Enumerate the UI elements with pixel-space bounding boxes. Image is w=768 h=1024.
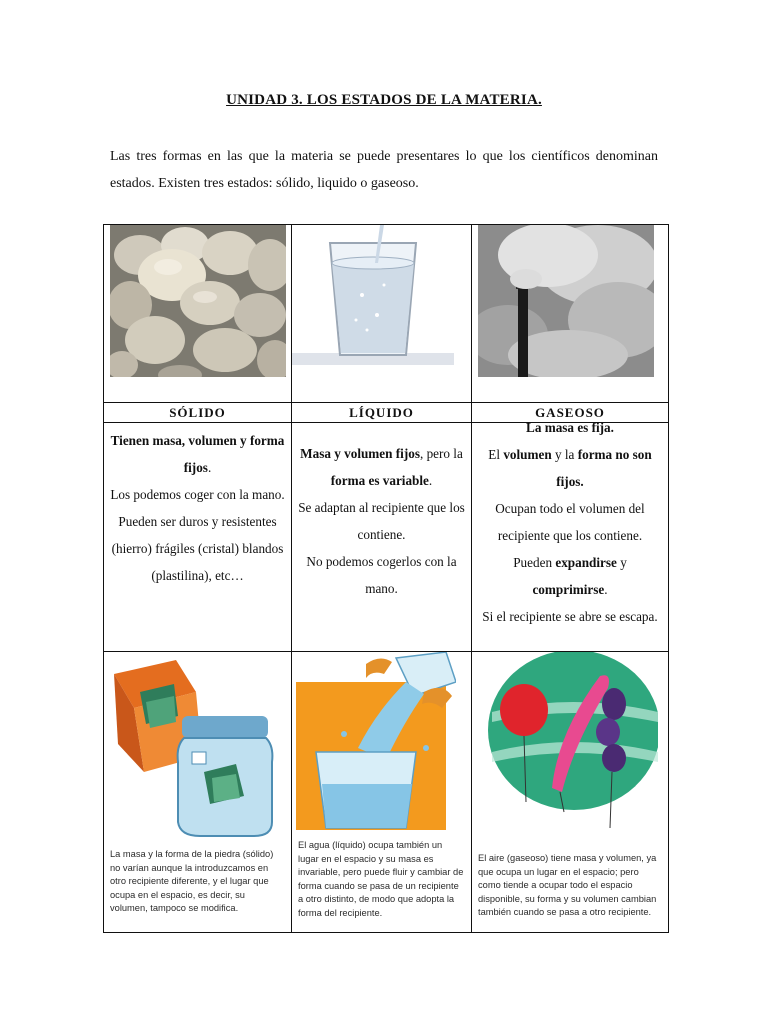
solid-description bbox=[104, 423, 292, 652]
gas-desc-b-t2: y la bbox=[551, 447, 578, 462]
states-table bbox=[103, 224, 669, 933]
gas-desc-c: Ocupan todo el volumen del recipiente que los contiene. bbox=[495, 501, 645, 543]
gas-photo-cell bbox=[472, 225, 669, 403]
gas-desc-b-t1: El bbox=[488, 447, 504, 462]
liquid-description bbox=[292, 423, 472, 652]
header-solid: SÓLIDO bbox=[104, 403, 292, 423]
gas-desc-b-b2: forma no son fijos. bbox=[556, 447, 652, 489]
liquid-desc-text1: , pero la bbox=[419, 446, 463, 461]
stones-photo-icon bbox=[110, 225, 286, 377]
intro-paragraph: Las tres formas en las que la materia se puede presentares lo que los científicos denominan estados. Existen tres estados: sólido, liquido o gaseoso. bbox=[110, 149, 658, 191]
header-gas: GASEOSO bbox=[472, 403, 669, 423]
gas-description bbox=[472, 420, 669, 652]
liquid-desc-bold1: Masa y volumen fijos bbox=[300, 446, 420, 461]
liquid-photo-cell bbox=[292, 225, 472, 403]
solid-box-jar-illustration-icon bbox=[104, 652, 290, 842]
solid-desc-line2: Los podemos coger con la mano. bbox=[110, 487, 285, 502]
liquid-illustration-cell bbox=[292, 652, 472, 933]
gas-desc-b-b1: volumen bbox=[503, 447, 552, 462]
header-liquid: LÍQUIDO bbox=[292, 403, 472, 423]
solid-desc-punct: . bbox=[207, 460, 212, 475]
gas-caption: El aire (gaseoso) tiene masa y volumen, ya que ocupa un lugar en el espacio; pero como tiende a ocupar todo el espacio disponible, su forma y su volumen cambian también cuando se pasa a otro recipiente. bbox=[478, 853, 657, 917]
pouring-water-illustration-icon bbox=[296, 652, 456, 834]
gas-illustration-cell bbox=[472, 652, 669, 933]
liquid-desc-line3: No podemos cogerlos con la mano. bbox=[306, 554, 457, 596]
liquid-desc-line2: Se adaptan al recipiente que los contiene. bbox=[298, 500, 465, 542]
gas-desc-d-t2: y bbox=[616, 555, 627, 570]
gas-desc-d-b2: comprimirse bbox=[532, 582, 605, 597]
gas-desc-bold-a: La masa es fija. bbox=[526, 420, 614, 435]
chimney-smoke-photo-icon bbox=[478, 225, 654, 377]
gas-desc-e: Si el recipiente se abre se escapa. bbox=[482, 609, 658, 624]
liquid-desc-punct: . bbox=[428, 473, 433, 488]
solid-illustration-cell bbox=[104, 652, 292, 933]
water-glass-photo-icon bbox=[292, 225, 454, 367]
gas-desc-d-t1: Pueden bbox=[513, 555, 556, 570]
solid-desc-line3: Pueden ser duros y resistentes (hierro) frágiles (cristal) blandos (plastilina), etc… bbox=[111, 514, 284, 583]
balloons-illustration-icon bbox=[482, 652, 658, 838]
liquid-desc-bold2: forma es variable bbox=[330, 473, 429, 488]
gas-desc-d-b1: expandirse bbox=[555, 555, 617, 570]
liquid-caption: El agua (líquido) ocupa también un lugar en el espacio y su masa es invariable, pero puede fluir y cambiar de forma cuando se pasa de un recipiente a otro distinto, de modo que adopta la forma del recipiente. bbox=[298, 840, 464, 918]
solid-desc-bold: Tienen masa, volumen y forma fijos bbox=[110, 433, 285, 475]
document-title: UNIDAD 3. LOS ESTADOS DE LA MATERIA. bbox=[226, 92, 542, 108]
gas-desc-d-t3: . bbox=[604, 582, 608, 597]
solid-caption: La masa y la forma de la piedra (sólido) no varían aunque la introduzcamos en otro recipiente diferente, y el lugar que ocupa en el espacio, es decir, su volumen, tampoco se modifica. bbox=[110, 849, 274, 913]
solid-photo-cell bbox=[104, 225, 292, 403]
